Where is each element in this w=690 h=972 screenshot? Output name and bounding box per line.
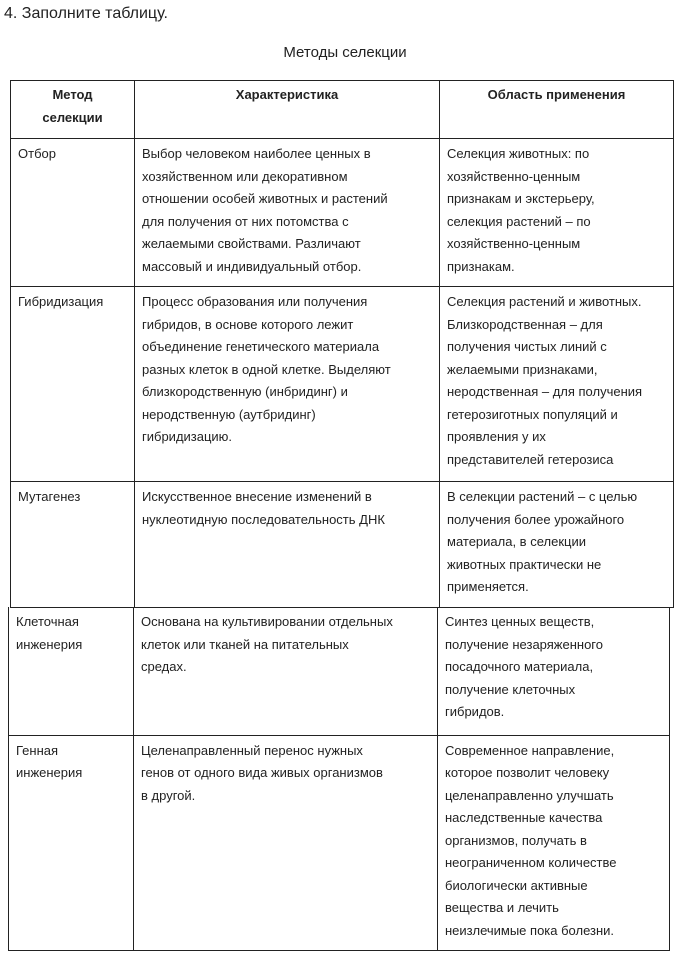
application-text-line: посадочного материала, [445, 659, 594, 674]
header-characteristic: Характеристика [135, 81, 440, 139]
application-text-line: гибридов. [445, 704, 505, 719]
characteristic-text-line: отношении особей животных и растений [142, 191, 388, 206]
table-row [9, 735, 670, 950]
application-text-line: В селекции растений – с целью [447, 489, 638, 504]
characteristic-cell [135, 139, 440, 287]
table-title: Методы селекции [283, 44, 407, 61]
application-text-line: желаемыми признаками, [447, 361, 598, 377]
application-text-line: признакам. [447, 258, 515, 274]
application-text-line: неизлечимые пока болезни. [445, 922, 615, 938]
header-row [11, 81, 674, 139]
characteristic-text-line: разных клеток в одной клетке. Выделяют [142, 361, 391, 377]
application-text-line: неограниченном количестве [445, 855, 617, 870]
characteristic-text-line: Основана на культивировании отдельных [141, 614, 393, 629]
application-cell [440, 139, 674, 287]
table-row [11, 482, 674, 608]
table-row [11, 139, 674, 287]
application-text-line: хозяйственно-ценным [447, 168, 581, 184]
application-text-line: вещества и лечить [445, 900, 559, 915]
application-cell [440, 287, 674, 482]
application-text-line: материала, в селекции [447, 534, 586, 549]
characteristic-text-line: Выбор человеком наиболее ценных в [142, 146, 371, 161]
application-text-line: организмов, получать в [445, 832, 587, 848]
application-text-line: получения более урожайного [447, 511, 625, 527]
characteristic-text-line: желаемыми свойствами. Различают [142, 236, 361, 251]
method-text-line: Генная [16, 742, 59, 758]
application-text-line: хозяйственно-ценным [447, 236, 581, 251]
application-text-line: неродственная – для получения [447, 384, 643, 399]
application-text-line: признакам и экстерьеру, [447, 191, 595, 206]
application-text-line: применяется. [447, 579, 529, 594]
application-text-line: Синтез ценных веществ, [445, 614, 595, 629]
method-text-line: Мутагенез [18, 489, 81, 504]
application-text-line: получение клеточных [445, 681, 576, 697]
characteristic-text-line: гибридизацию. [142, 429, 233, 444]
application-text-line: биологически активные [445, 877, 588, 893]
method-text-line: Гибридизация [18, 294, 104, 309]
application-text-line: представителей гетерозиса [447, 451, 614, 467]
header-method: Метод селекции [11, 81, 135, 139]
application-text-line: гетерозиготных популяций и [447, 406, 618, 422]
characteristic-text-line: хозяйственном или декоративном [142, 168, 348, 184]
characteristic-text-line: нуклеотидную последовательность ДНК [142, 511, 385, 527]
characteristic-text-line: объединение генетического материала [142, 339, 380, 354]
characteristic-text-line: гибридов, в основе которого лежит [142, 316, 354, 332]
method-text-line: инженерия [16, 765, 83, 780]
characteristic-cell [134, 607, 438, 735]
application-text-line: целенаправленно улучшать [445, 787, 614, 803]
characteristic-cell [135, 482, 440, 608]
application-text-line: наследственные качества [445, 810, 603, 825]
characteristic-text-line: клеток или тканей на питательных [141, 636, 349, 652]
application-text-line: Современное направление, [445, 742, 615, 758]
characteristic-cell [134, 735, 438, 950]
method-text-line: инженерия [16, 636, 83, 652]
method-cell [11, 287, 135, 482]
method-cell [11, 139, 135, 287]
selection-methods-table [10, 80, 674, 608]
application-text-line: селекция растений – по [447, 213, 591, 229]
characteristic-text-line: неродственную (аутбридинг) [142, 406, 316, 422]
characteristic-text-line: Процесс образования или получения [142, 294, 368, 309]
characteristic-text-line: Целенаправленный перенос нужных [141, 742, 363, 758]
method-cell [11, 482, 135, 608]
application-cell [440, 482, 674, 608]
characteristic-text-line: Искусственное внесение изменений в [142, 489, 372, 504]
application-text-line: Близкородственная – для [447, 316, 603, 332]
characteristic-text-line: в другой. [141, 787, 196, 803]
task-heading: 4. Заполните таблицу. [4, 5, 168, 22]
method-text-line: Клеточная [16, 614, 79, 629]
application-text-line: которое позволит человеку [445, 765, 610, 780]
application-text-line: Селекция растений и животных. [447, 294, 642, 309]
application-text-line: Селекция животных: по [447, 146, 590, 161]
method-cell [9, 607, 134, 735]
header-application: Область применения [440, 81, 674, 139]
characteristic-text-line: близкородственную (инбридинг) и [142, 384, 348, 399]
table-row [11, 287, 674, 482]
application-text-line: проявления у их [447, 429, 546, 444]
characteristic-text-line: массовый и индивидуальный отбор. [142, 258, 362, 274]
method-cell [9, 735, 134, 950]
method-text-line: Отбор [18, 146, 56, 161]
application-text-line: животных практически не [447, 556, 602, 572]
characteristic-text-line: для получения от них потомства с [142, 213, 349, 229]
characteristic-text-line: генов от одного вида живых организмов [141, 765, 383, 780]
table-row [9, 607, 670, 735]
application-text-line: получения чистых линий с [447, 339, 607, 354]
characteristic-text-line: средах. [141, 659, 187, 674]
selection-methods-table-continued [8, 607, 670, 951]
application-cell [438, 735, 670, 950]
characteristic-cell [135, 287, 440, 482]
application-cell [438, 607, 670, 735]
application-text-line: получение незаряженного [445, 636, 603, 652]
